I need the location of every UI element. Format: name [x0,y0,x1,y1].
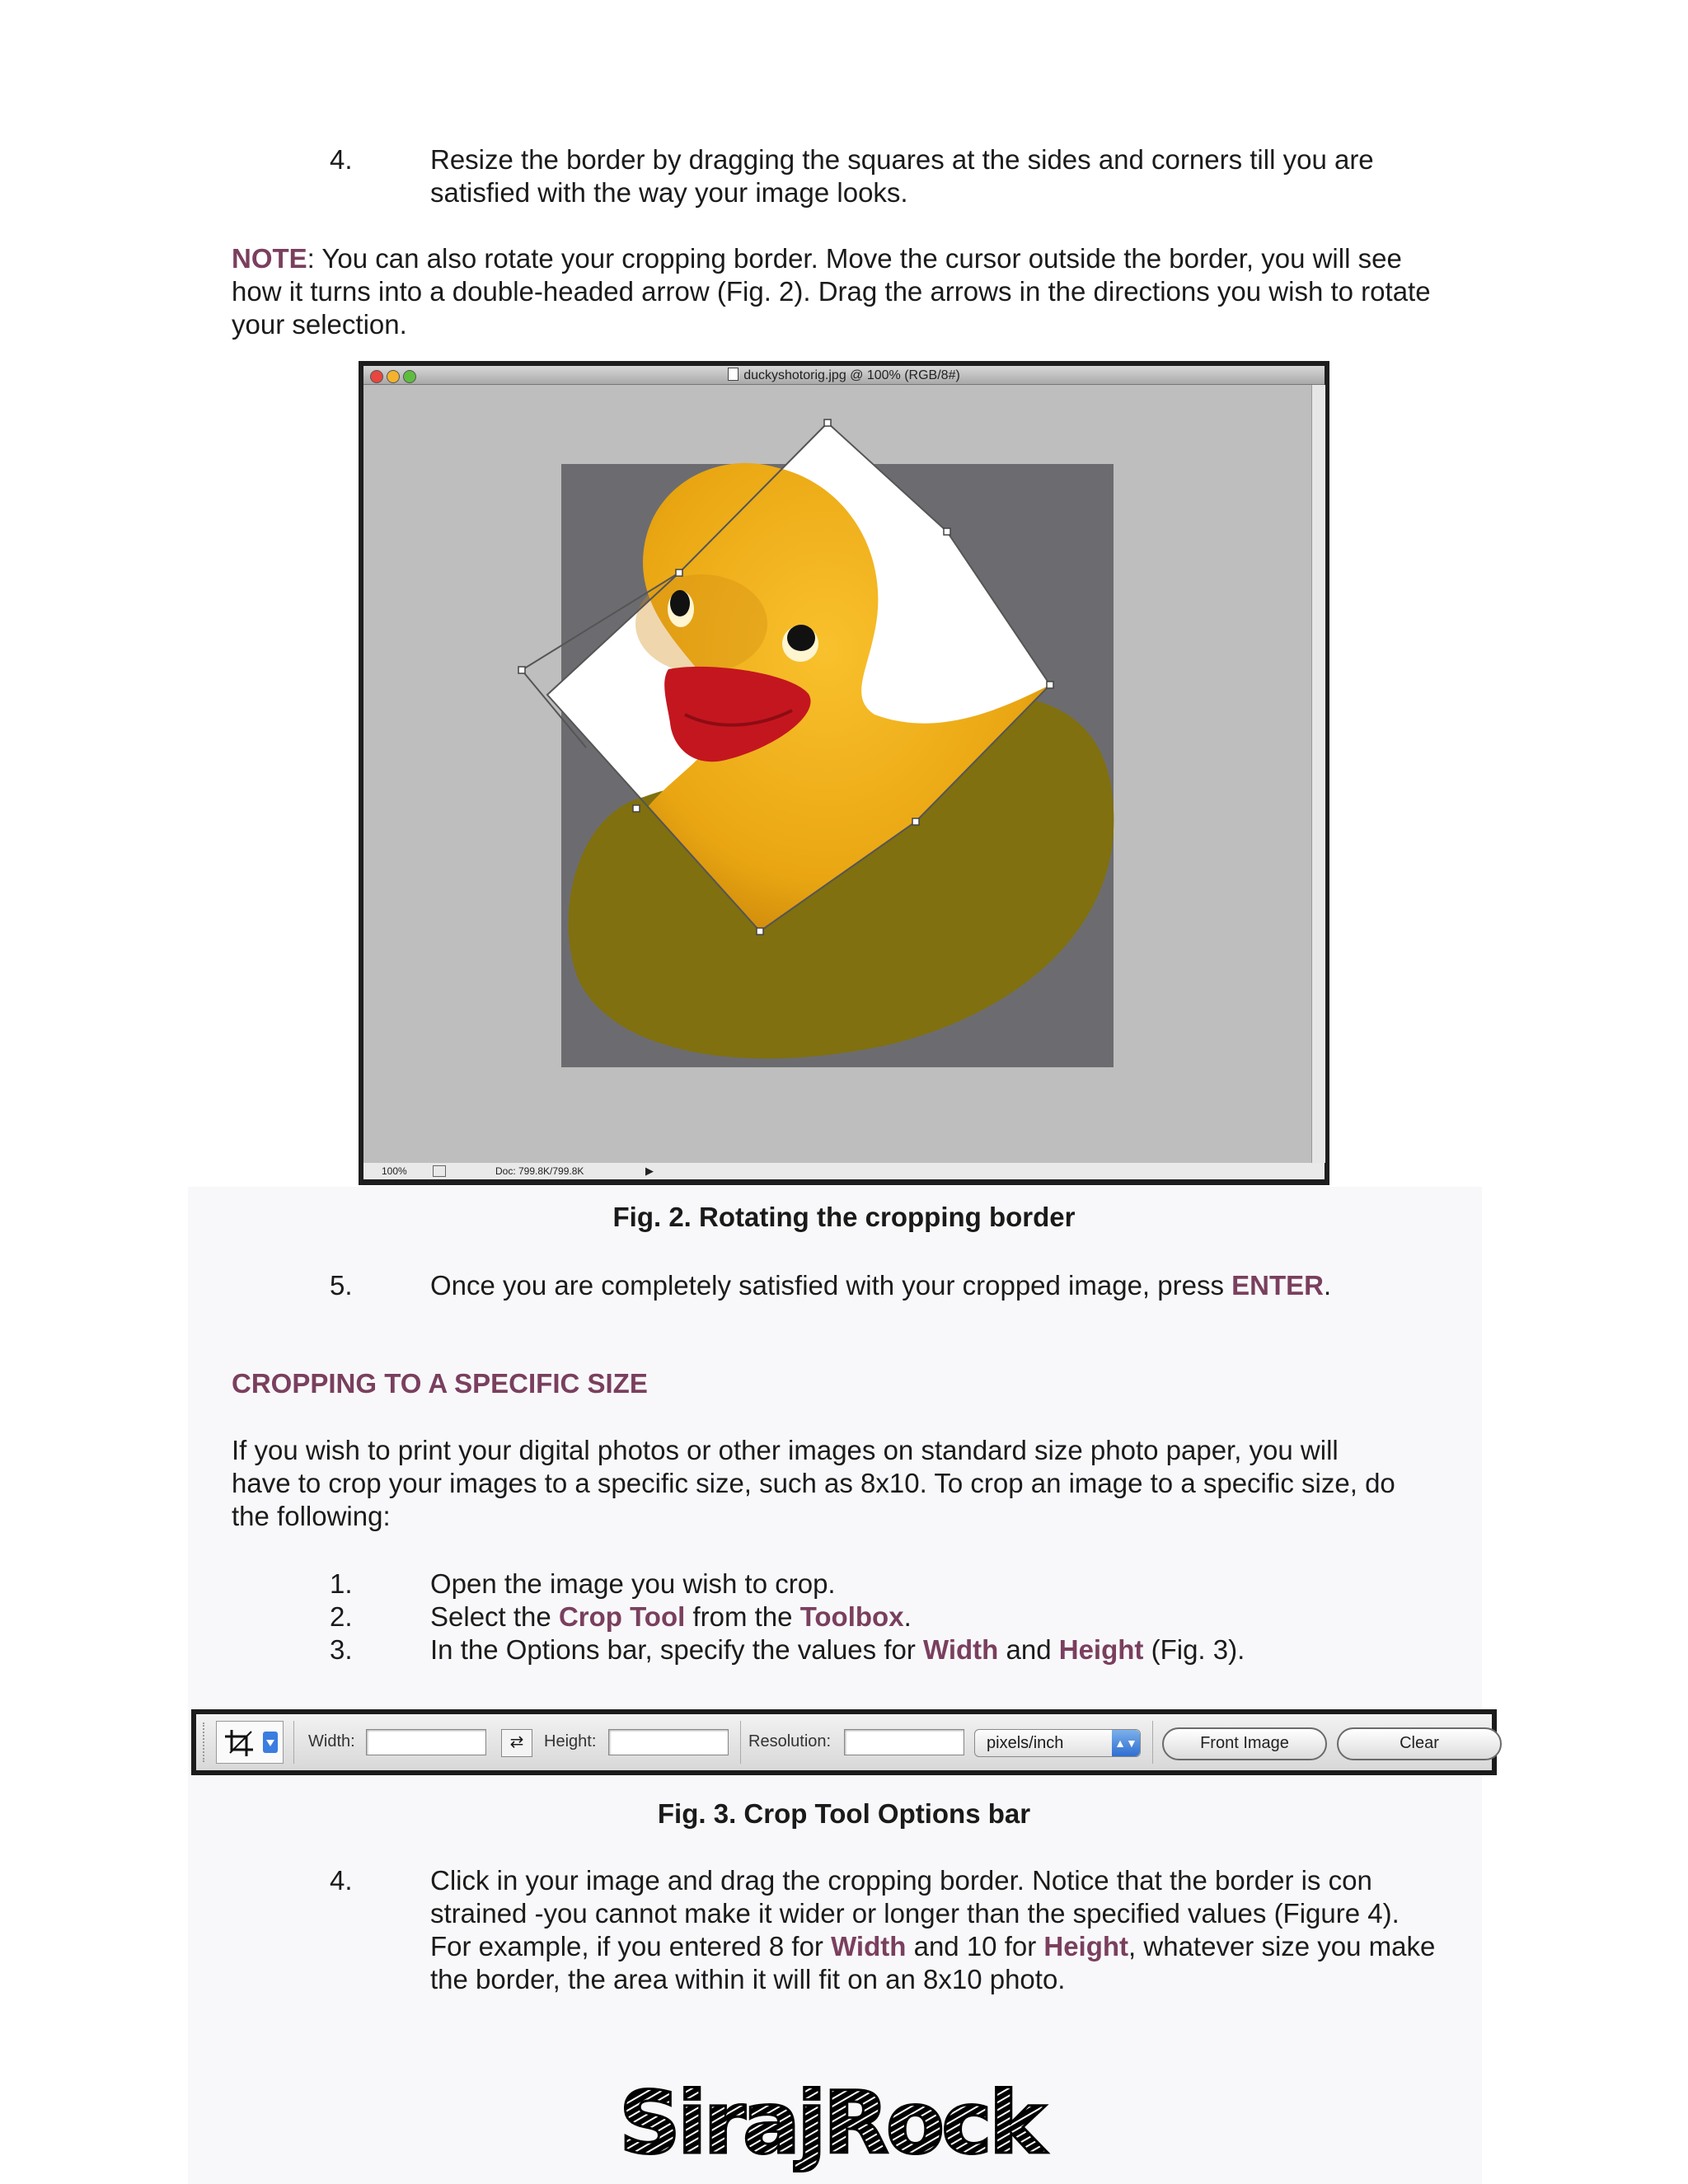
sirajrock-logo [592,2077,1070,2176]
window-title: duckyshotorig.jpg @ 100% (RGB/8#) [743,368,960,382]
select-arrow-icon: ▲▼ [1112,1730,1140,1756]
width-term: Width [831,1931,907,1961]
height-term: Height [1043,1931,1129,1961]
document-icon [728,368,738,381]
step-number: 3. [330,1634,353,1665]
intro-text: have to crop your images to a specific size, such as 8x10. To crop an image to a specific size, do [232,1468,1395,1498]
crop-handle[interactable] [757,928,763,935]
page-shade [188,1187,1482,2184]
clear-button[interactable]: Clear [1337,1727,1502,1760]
crop-tool-term: Crop Tool [558,1601,686,1632]
step-text: Resize the border by dragging the squares at the sides and corners till you are [430,144,1374,175]
note-paragraph [232,242,1402,275]
intro-text: the following: [232,1501,391,1531]
intro-text: If you wish to print your digital photos or other images on standard size photo paper, you will [232,1435,1339,1465]
width-field[interactable] [366,1729,486,1755]
step-text: Once you are completely satisfied with your cropped image, press ENTER. [430,1270,1332,1301]
crop-handle[interactable] [1047,682,1053,688]
width-label: Width: [308,1732,355,1750]
step-text: Click in your image and drag the cropping border. Notice that the border is con [430,1865,1372,1896]
step-text: Open the image you wish to crop. [430,1568,836,1599]
window-titlebar [363,366,1325,385]
step-text: Select the Crop Tool from the Toolbox. [430,1601,912,1632]
resolution-field[interactable] [844,1729,964,1755]
tool-preset-picker[interactable] [216,1721,284,1764]
height-field[interactable] [608,1729,729,1755]
photoshop-window [359,361,1329,1185]
height-term: Height [1058,1634,1144,1665]
crop-handle[interactable] [824,419,831,426]
svg-text:SirajRock: SirajRock [618,2077,1043,2173]
crop-handle[interactable] [944,528,950,535]
zoom-level[interactable]: 100% [382,1165,407,1177]
crop-tool-icon [217,1722,283,1763]
step-number: 4. [330,144,353,175]
swap-icon[interactable]: ⇄ [501,1729,532,1757]
figure-caption: Fig. 2. Rotating the cropping border [612,1202,1076,1232]
status-menu-icon[interactable] [433,1165,446,1177]
duck-image [363,385,1311,1163]
width-term: Width [923,1634,999,1665]
front-image-button[interactable]: Front Image [1162,1727,1327,1760]
status-bar [363,1163,1325,1179]
toolbox-term: Toolbox [799,1601,904,1632]
step-text: satisfied with the way your image looks. [430,177,908,208]
image-canvas[interactable] [363,385,1311,1163]
crop-handle[interactable] [633,805,640,812]
step-text: For example, if you entered 8 for Width and 10 for Height, whatever size you make [430,1931,1436,1961]
crop-options-bar [191,1709,1497,1775]
crop-handle[interactable] [676,569,682,576]
step-number: 1. [330,1568,353,1599]
enter-key: ENTER [1231,1270,1324,1301]
crop-handle[interactable] [912,818,919,825]
resolution-label: Resolution: [748,1732,832,1750]
note-label: NOTE [232,243,307,274]
grip-handle[interactable] [203,1722,208,1762]
step-text: the border, the area within it will fit on an 8x10 photo. [430,1964,1066,1994]
step-number: 5. [330,1270,353,1301]
vertical-scrollbar[interactable] [1311,385,1325,1163]
note-text: your selection. [232,309,407,340]
doc-size: Doc: 799.8K/799.8K [495,1165,584,1177]
resolution-units-select[interactable]: pixels/inch ▲▼ [974,1729,1141,1757]
note-text: how it turns into a double-headed arrow (Fig. 2). Drag the arrows in the directions you wish to rotate [232,276,1431,307]
step-number: 2. [330,1601,353,1632]
crop-handle[interactable] [518,667,525,673]
play-icon[interactable]: ▶ [645,1165,654,1177]
step-text: strained -you cannot make it wider or longer than the specified values (Figure 4). [430,1898,1400,1929]
note-text: : You can also rotate your cropping border. Move the cursor outside the border, you will see [307,243,1402,274]
step-text: In the Options bar, specify the values for Width and Height (Fig. 3). [430,1634,1245,1665]
height-label: Height: [544,1732,597,1750]
section-heading: CROPPING TO A SPECIFIC SIZE [232,1368,648,1399]
figure-caption: Fig. 3. Crop Tool Options bar [657,1798,1031,1829]
step-number: 4. [330,1865,353,1896]
